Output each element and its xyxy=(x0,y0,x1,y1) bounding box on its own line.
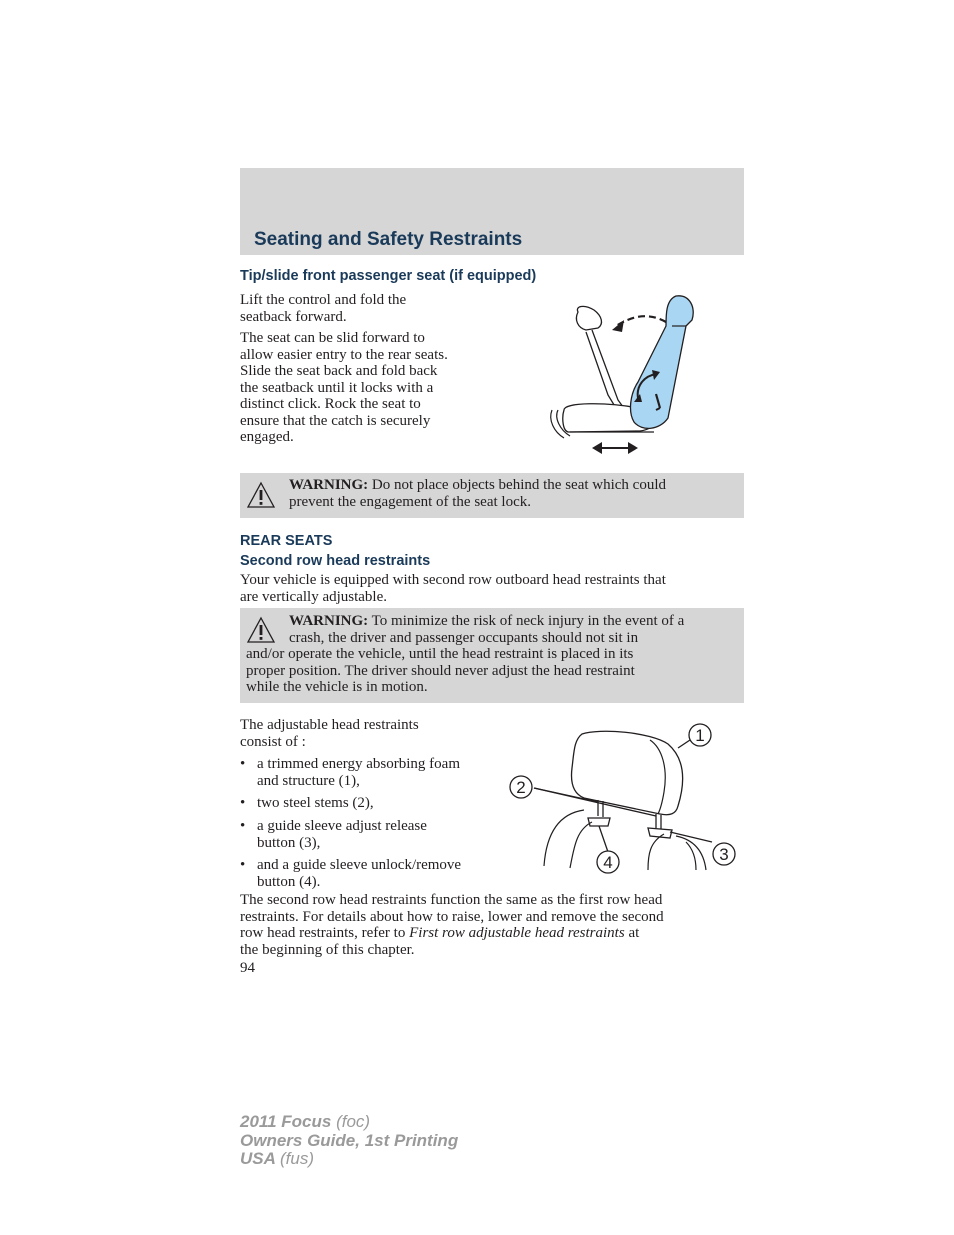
text-line: The second row head restraints function the same as the first row head xyxy=(240,892,663,908)
text-line: Do not place objects behind the seat which could xyxy=(371,477,667,493)
warning-triangle-icon xyxy=(246,616,276,644)
text-line: consist of : xyxy=(240,733,306,750)
head-restraint-illustration xyxy=(500,718,744,874)
tip-slide-heading: Tip/slide front passenger seat (if equipped) xyxy=(240,268,537,284)
bullet: • xyxy=(240,818,246,834)
text-line: Lift the control and fold the xyxy=(240,292,407,308)
text-fragment: row head restraints, refer to xyxy=(240,925,410,941)
warning-box-head-restraint xyxy=(240,608,744,703)
page-number: 94 xyxy=(240,960,255,976)
text-line: proper position. The driver should never adjust the head restraint xyxy=(246,662,635,679)
text-line: while the vehicle is in motion. xyxy=(246,679,428,695)
callout-label-2: 2 xyxy=(516,778,526,797)
text-line: seatback forward. xyxy=(240,308,347,325)
text-line: crash, the driver and passenger occupants should not sit in xyxy=(289,629,639,646)
tip-slide-paragraph-2 xyxy=(240,330,500,446)
text-line: button (3), xyxy=(257,834,321,851)
footer-model: 2011 Focus xyxy=(240,1112,332,1131)
text-line: two steel stems (2), xyxy=(257,795,374,811)
text-line: distinct click. Rock the seat to xyxy=(240,396,421,412)
callout-label-4: 4 xyxy=(603,853,613,872)
footer-model-code: (foc) xyxy=(336,1112,371,1131)
warning-text xyxy=(289,477,739,510)
bullet: • xyxy=(240,857,246,873)
document-footer xyxy=(240,1113,458,1169)
cross-reference: First row adjustable head restraints xyxy=(409,925,625,941)
bullet: • xyxy=(240,756,246,772)
footer-region-code: (fus) xyxy=(280,1149,314,1168)
text-line: and a guide sleeve unlock/remove xyxy=(257,857,462,873)
rear-seats-intro xyxy=(240,572,744,605)
text-line: restraints. For details about how to raise, lower and remove the second xyxy=(240,908,664,925)
text-line: and/or operate the vehicle, until the head restraint is placed in its xyxy=(246,646,634,662)
warning-label: WARNING: xyxy=(289,613,369,629)
warning-text-bottom xyxy=(246,646,740,696)
text-line: a trimmed energy absorbing foam xyxy=(257,756,460,772)
text-line: engaged. xyxy=(240,429,294,445)
footer-guide: Owners Guide, 1st Printing xyxy=(240,1130,459,1150)
text-line: the beginning of this chapter. xyxy=(240,941,415,958)
warning-box-seat-lock xyxy=(240,473,744,518)
tip-slide-paragraph-1 xyxy=(240,292,500,325)
text-line: button (4). xyxy=(257,873,321,890)
text-line: the seatback until it locks with a xyxy=(240,379,434,396)
text-line: The seat can be slid forward to xyxy=(240,330,425,346)
text-line: are vertically adjustable. xyxy=(240,588,388,605)
components-intro xyxy=(240,717,500,750)
text-line: Slide the seat back and fold back xyxy=(240,363,438,379)
footer-region: USA xyxy=(240,1149,276,1168)
text-line: To minimize the risk of neck injury in the event of a xyxy=(371,613,685,629)
second-row-head-restraints-heading: Second row head restraints xyxy=(240,553,431,569)
text-line: a guide sleeve adjust release xyxy=(257,818,427,834)
text-line: prevent the engagement of the seat lock. xyxy=(289,493,531,510)
bullet: • xyxy=(240,795,246,811)
callout-label-3: 3 xyxy=(719,845,729,864)
text-line: The adjustable head restraints xyxy=(240,717,419,733)
text-fragment: at xyxy=(624,925,640,941)
text-line: Your vehicle is equipped with second row outboard head restraints that xyxy=(240,572,666,588)
seat-fold-illustration xyxy=(548,290,698,460)
warning-text-top xyxy=(289,613,739,646)
text-line-with-reference xyxy=(240,925,744,942)
section-title: Seating and Safety Restraints xyxy=(254,229,523,250)
warning-label: WARNING: xyxy=(289,477,369,493)
text-line: allow easier entry to the rear seats. xyxy=(240,346,448,363)
text-line: ensure that the catch is securely xyxy=(240,412,431,429)
text-line: and structure (1), xyxy=(257,772,360,789)
closing-paragraph xyxy=(240,892,744,958)
rear-seats-heading: REAR SEATS xyxy=(240,533,333,549)
warning-triangle-icon xyxy=(246,481,276,509)
callout-label-1: 1 xyxy=(695,726,705,745)
